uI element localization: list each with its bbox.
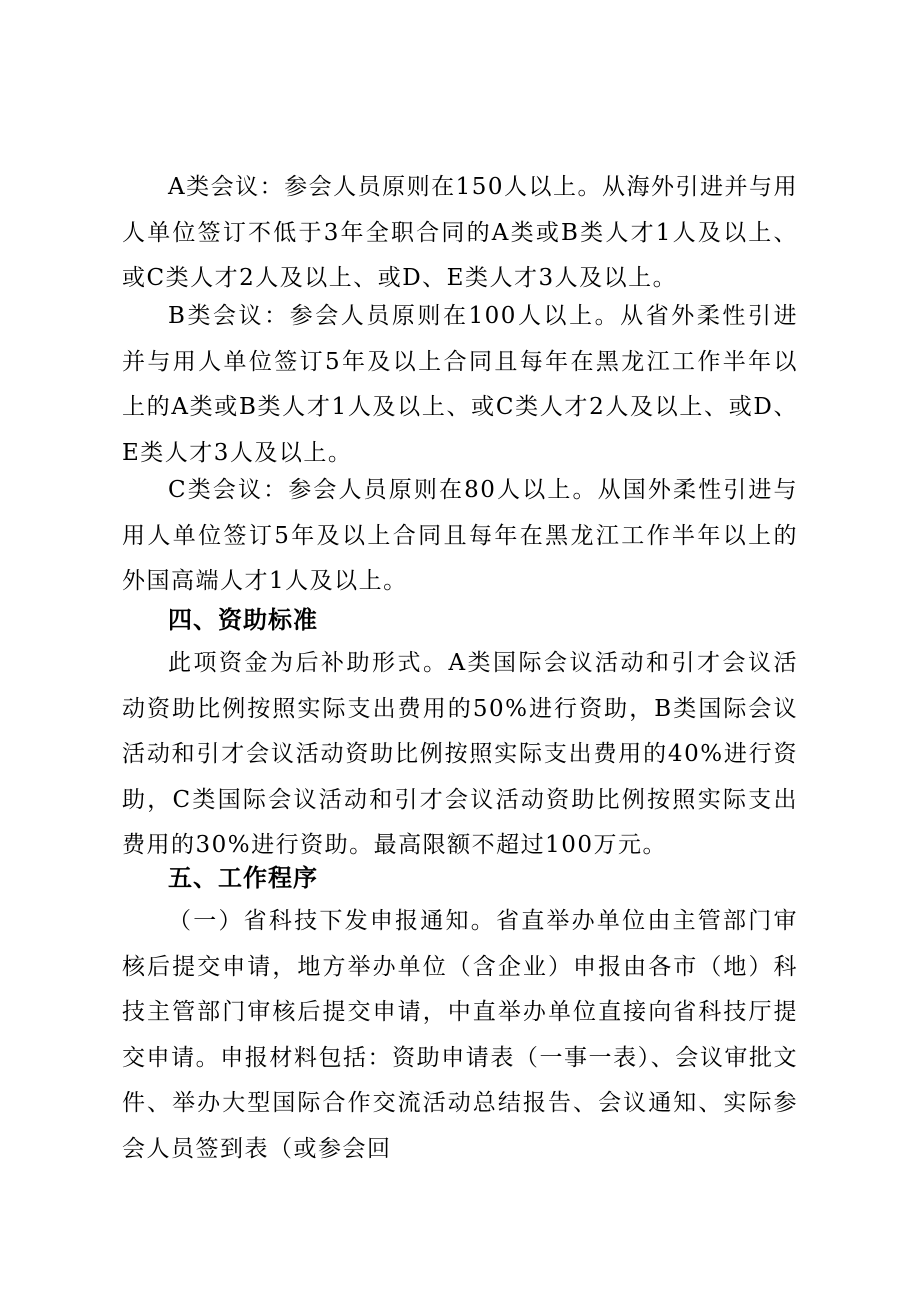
- meeting-c-paragraph: C类会议：参会人员原则在80人以上。从国外柔性引进与用人单位签订5年及以上合同且每年在黑龙江工作半年以上的外国高端人才1人及以上。: [122, 477, 798, 594]
- procedure-1-block: [122, 899, 798, 1172]
- meeting-a-paragraph: A类会议：参会人员原则在150人以上。从海外引进并与用人单位签订不低于3年全职合同的A类或B类人才1人及以上、或C类人才2人及以上、或D、E类人才3人及以上。: [122, 174, 799, 291]
- section-heading-funding-standard: 四、资助标准: [168, 606, 318, 634]
- meeting-b-block: [122, 294, 798, 476]
- meeting-a-block: [122, 165, 798, 302]
- section-heading-work-procedure: 五、工作程序: [168, 864, 318, 892]
- section-5-heading-block: [122, 856, 798, 902]
- meeting-c-block: [122, 468, 798, 605]
- funding-standard-block: [122, 641, 798, 869]
- meeting-b-paragraph: B类会议：参会人员原则在100人以上。从省外柔性引进并与用人单位签订5年及以上合同且每年在黑龙江工作半年以上的A类或B类人才1人及以上、或C类人才2人及以上、或D、E类人才3人及以上。: [122, 303, 798, 466]
- procedure-1-paragraph: （一）省科技下发申报通知。省直举办单位由主管部门审核后提交申请，地方举办单位（含企业）申报由各市（地）科技主管部门审核后提交申请，中直举办单位直接向省科技厅提交申请。申报材料包括：资助申请表（一事一表）、会议审批文件、举办大型国际合作交流活动总结报告、会议通知、实际参会人员签到表（或参会回: [122, 908, 798, 1162]
- funding-standard-paragraph: 此项资金为后补助形式。A类国际会议活动和引才会议活动资助比例按照实际支出费用的50%进行资助，B类国际会议活动和引才会议活动资助比例按照实际支出费用的40%进行资助，C类国际会议活动和引才会议活动资助比例按照实际支出费用的30%进行资助。最高限额不超过100万元。: [122, 650, 798, 858]
- section-4-heading-block: [122, 598, 798, 644]
